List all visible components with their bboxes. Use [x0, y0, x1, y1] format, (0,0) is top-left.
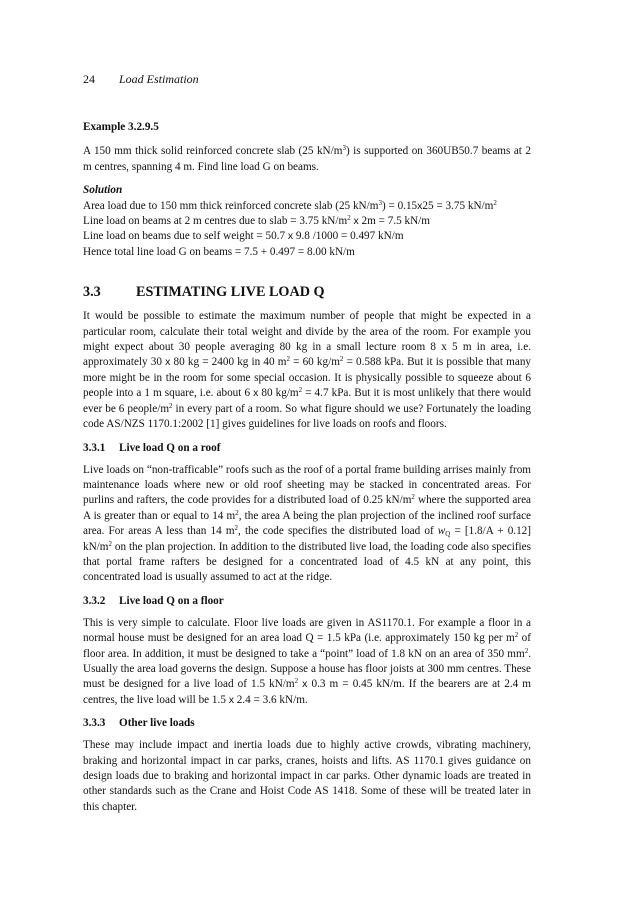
section-3-3-1-paragraph: Live loads on “non-trafficable” roofs such as the roof of a portal frame building arrises mainly from maintenance loads where new or old roof sheeting may be stacked in concentrated areas. For purlins and rafters, the code provides for a distributed load of 0.25 $kN/m^2$ where the supported area A is greater than or equal to 14 $m^2$, the area A being the plan projection of the inclined roof surface area. For areas A less than 14 $m^2$, the code specifies the distributed load of $w_Q = [1.8/A + 0.12]$ $kN/m^2$ on the plan projection. In addition to the distributed live load, the loading code also specifies that portal frame rafters be designed for a concentrated load of 4.5 kN at any point, this concentrated load is usually assumed to act at the ridge. — [83, 463, 532, 584]
solution-line-1: Area load due to 150 mm thick reinforced concrete slab (25 $kN/m^3) = 0.15x25 = 3.75$ $kN/m^2$ — [83, 198, 497, 212]
running-title: Load Estimation — [119, 72, 199, 86]
section-3-3-paragraph: It would be possible to estimate the maximum number of people that might be expected in a particular room, calculate their total weight and divide by the area of the room. For example you might expect about 30 people averaging 80 kg in a small lecture room 8 x 5 m in area, i.e. approximately 30 x 80 kg = 2400 kg in 40 $m^2 = 60$ $kg/m^2 = 0.588$ kPa. But it is possible that many more might be in the room for some special occasion. It is physically possible to squeeze about 6 people into a 1 m square, i.e. about 6 x 80 $kg/m^2 = 4.7$ kPa. But it is most unlikely that there would ever be 6 people/$m^2$ in every part of a room. So what figure should we use? Fortunately the loading code AS/NZS 1170.1:2002 [1] gives guidelines for live loads on roofs and floors. — [83, 310, 532, 431]
solution-block — [83, 183, 531, 260]
section-heading-3-3-3: 3.3.3 Other live loads — [83, 717, 195, 730]
section-3-3-2-paragraph: This is very simple to calculate. Floor live loads are given in AS1170.1. For example a floor in a normal house must be designed for an area load Q = 1.5 kPa (i.e. approximately 150 kg per $m^2$ of floor area. In addition, it must be designed to take a “point” load of 1.8 kN on an area of 350 $mm^2$. Usually the area load governs the design. Suppose a house has floor joists at 300 mm centres. These must be designed for a live load of 1.5 $kN/m^2$ x 0.3 m = 0.45 kN/m. If the bearers are at 2.4 m centres, the live load will be 1.5 x 2.4 = 3.6 kN/m. — [83, 616, 532, 706]
solution-line-3: Line load on beams due to self weight = 50.7 x 9.8 /1000 = 0.497 kN/m — [83, 230, 404, 243]
section-heading-3-3-1: 3.3.1 Live load Q on a roof — [83, 441, 221, 454]
section-heading-3-3: 3.3 ESTIMATING LIVE LOAD Q — [83, 284, 325, 301]
page-number: 24 — [83, 72, 95, 86]
running-header — [83, 72, 199, 87]
solution-line-4: Hence total line load G on beams = 7.5 + 0.497 = 8.00 kN/m — [83, 245, 355, 258]
page-body — [83, 120, 531, 823]
solution-line-2: Line load on beams at 2 m centres due to slab = 3.75 $kN/m^2$ x 2m = 7.5 kN/m — [83, 214, 430, 228]
example-problem-text: A 150 mm thick solid reinforced concrete slab (25 $kN/m^3$) is supported on 360UB50.7 beams at 2 m centres, spanning 4 m. Find line load G on beams. — [83, 144, 531, 173]
example-title: Example 3.2.9.5 — [83, 121, 159, 133]
section-heading-3-3-2: 3.3.2 Live load Q on a floor — [83, 594, 224, 607]
section-3-3-3-paragraph: These may include impact and inertia loads due to highly active crowds, vibrating machinery, braking and horizontal impact in car parks, cranes, hoists and lifts. AS 1170.1 gives guidance on design loads due to braking and horizontal impact in car parks. Other dynamic loads are treated in other standards such as the Crane and Hoist Code AS 1418. Some of these will be treated later in this chapter. — [83, 739, 531, 813]
solution-heading: Solution — [83, 184, 123, 197]
